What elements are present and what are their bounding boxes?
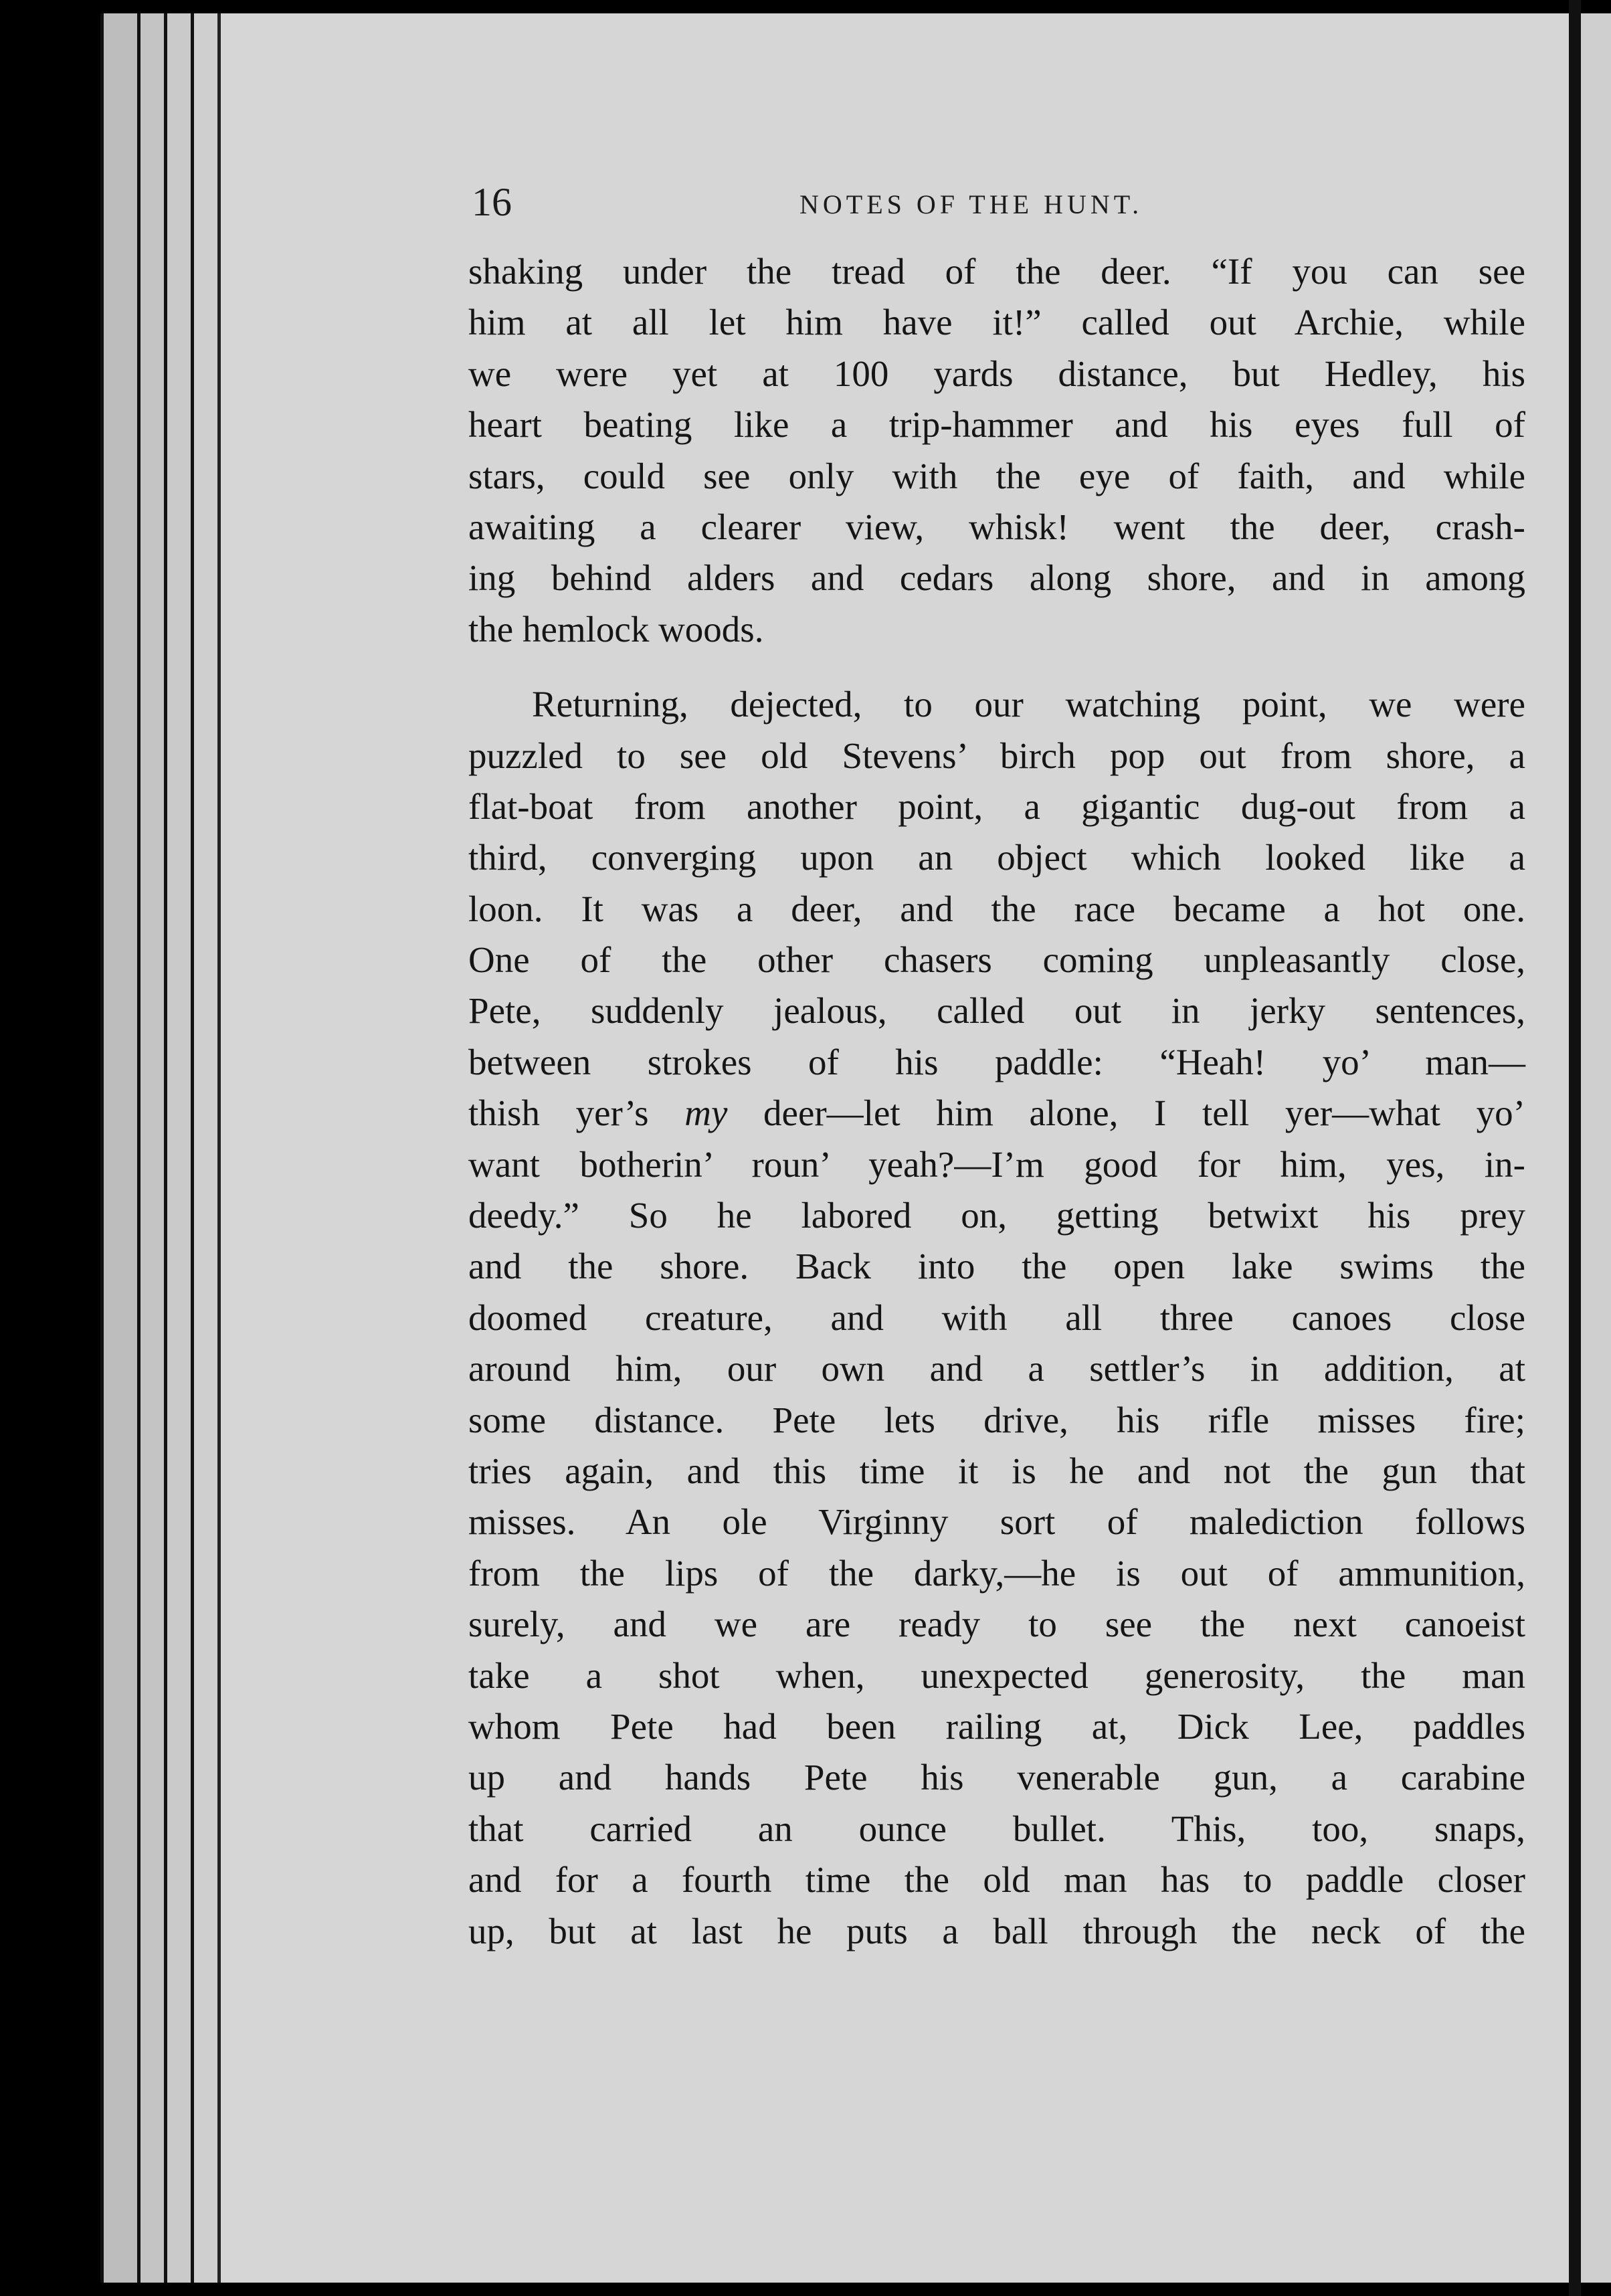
text-line: want botherin’ roun’ yeah?—I’m good for him, yes, in- [468, 1143, 1525, 1185]
text-line: surely, and we are ready to see the next canoeist [468, 1604, 1525, 1645]
text-line: and the shore. Back into the open lake swims the [468, 1246, 1525, 1287]
text-line: Returning, dejected, to our watching point, we were [532, 684, 1525, 725]
text-line: up and hands Pete his venerable gun, a carabine [468, 1757, 1525, 1798]
text-line: doomed creature, and with all three canoes close [468, 1297, 1525, 1338]
text-line: and for a fourth time the old man has to paddle closer [468, 1859, 1525, 1901]
text-line: shaking under the tread of the deer. “If you can see [468, 251, 1525, 292]
binding-gutter [1569, 0, 1581, 2296]
text-line: deedy.” So he labored on, getting betwixt his prey [468, 1195, 1525, 1236]
text-line: between strokes of his paddle: “Heah! yo’ man— [468, 1041, 1525, 1082]
text-line: puzzled to see old Stevens’ birch pop out from shore, a [468, 735, 1525, 776]
text-line: him at all let him have it!” called out Archie, while [468, 302, 1525, 343]
running-head-title: NOTES OF THE HUNT. [799, 189, 1143, 219]
text-line: that carried an ounce bullet. This, too, snaps, [468, 1808, 1525, 1849]
text-line: stars, could see only with the eye of faith, and while [468, 455, 1525, 496]
text-line: awaiting a clearer view, whisk! went the deer, crash- [468, 506, 1525, 547]
text-line: thish yer’s my deer—let him alone, I tell yer—what yo’ [468, 1092, 1525, 1134]
text-line: third, converging upon an object which looked like a [468, 837, 1525, 878]
facing-page-edge [1581, 13, 1611, 2283]
text-line: One of the other chasers coming unpleasantly close, [468, 939, 1525, 981]
text-line: we were yet at 100 yards distance, but Hedley, his [468, 353, 1525, 394]
text-line: the hemlock woods. [468, 608, 764, 650]
text-line: Pete, suddenly jealous, called out in jerky sentences, [468, 990, 1525, 1032]
text-line: some distance. Pete lets drive, his rifle misses fire; [468, 1399, 1525, 1440]
text-line: flat-boat from another point, a gigantic dug-out from a [468, 785, 1525, 827]
text-line: loon. It was a deer, and the race became a hot one. [468, 888, 1525, 929]
text-line: heart beating like a trip-hammer and his eyes full of [468, 404, 1525, 446]
text-line: take a shot when, unexpected generosity, the man [468, 1654, 1525, 1696]
emphasis: my [684, 1092, 728, 1134]
text-line: from the lips of the darky,—he is out of ammunition, [468, 1552, 1525, 1594]
text-line: tries again, and this time it is he and not the gun that [468, 1450, 1525, 1491]
paragraph [468, 679, 1525, 1957]
page-number: 16 [472, 180, 512, 224]
text-line: ing behind alders and cedars along shore, and in among [468, 557, 1525, 599]
running-head [472, 175, 1515, 229]
paragraph [468, 246, 1525, 655]
text-line: up, but at last he puts a ball through the neck of the [468, 1910, 1525, 1951]
text-line: whom Pete had been railing at, Dick Lee, paddles [468, 1705, 1525, 1747]
paragraph-gap [468, 655, 1525, 679]
text-line: misses. An ole Virginny sort of malediction follows [468, 1501, 1525, 1543]
text-line: around him, our own and a settler’s in addition, at [468, 1348, 1525, 1390]
body-text [468, 246, 1525, 1957]
